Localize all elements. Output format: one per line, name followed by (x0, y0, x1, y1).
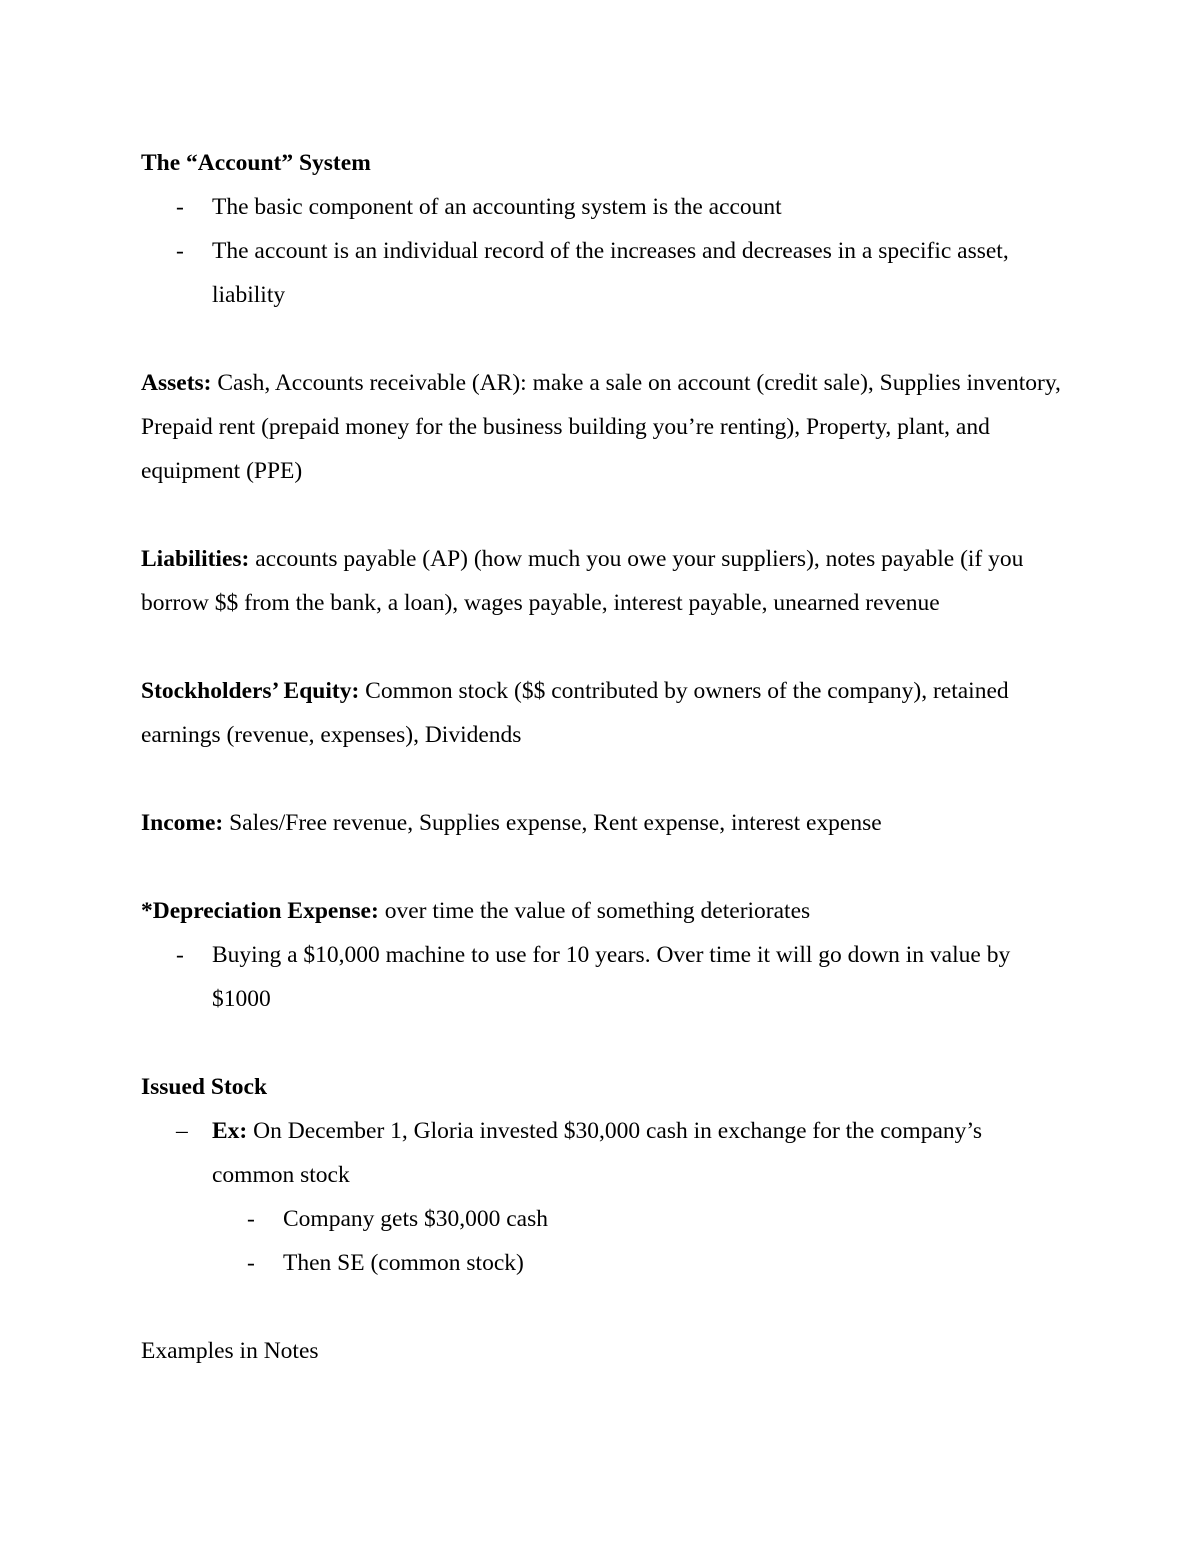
bullet-dash: - (176, 194, 184, 220)
income-paragraph (141, 801, 1061, 845)
depreciation-label: *Depreciation Expense: (141, 898, 379, 924)
issued-stock-section (141, 1065, 1061, 1285)
income-text: Sales/Free revenue, Supplies expense, Rent expense, interest expense (229, 810, 882, 836)
list-item (141, 229, 1061, 317)
list-item (141, 1109, 1061, 1197)
issued-stock-heading: Issued Stock (141, 1074, 268, 1100)
example-label: Ex: (212, 1118, 248, 1144)
bullet-dash: - (247, 1206, 255, 1232)
bullet-dash: - (247, 1250, 255, 1276)
income-label: Income: (141, 810, 224, 836)
sub-list-item (141, 1197, 1061, 1241)
assets-label: Assets: (141, 370, 212, 396)
liabilities-paragraph (141, 537, 1061, 625)
liabilities-label: Liabilities: (141, 546, 250, 572)
assets-paragraph (141, 361, 1061, 493)
list-item (141, 185, 1061, 229)
example-text: On December 1, Gloria invested $30,000 cash in exchange for the company’s common stock (212, 1118, 983, 1188)
bullet-dash: - (176, 942, 184, 968)
bullet-text: The basic component of an accounting system is the account (212, 194, 782, 220)
footer-note: Examples in Notes (141, 1338, 319, 1364)
equity-text: Common stock ($$ contributed by owners of the company), retained earnings (revenue, expenses), Dividends (141, 678, 1009, 748)
document-body (141, 141, 1061, 1373)
bullet-dash: - (176, 238, 184, 264)
account-system-heading: The “Account” System (141, 150, 371, 176)
depreciation-section (141, 889, 1061, 1021)
assets-text: Cash, Accounts receivable (AR): make a sale on account (credit sale), Supplies inventory, Prepaid rent (prepaid money for the business building you’re renting), Property, plant, and equipment (PPE) (141, 370, 1061, 484)
equity-label: Stockholders’ Equity: (141, 678, 360, 704)
list-item (141, 933, 1061, 1021)
equity-paragraph (141, 669, 1061, 757)
liabilities-text: accounts payable (AP) (how much you owe your suppliers), notes payable (if you borrow $$ from the bank, a loan), wages payable, interest payable, unearned revenue (141, 546, 1024, 616)
bullet-text: Then SE (common stock) (283, 1250, 524, 1276)
bullet-text: The account is an individual record of the increases and decreases in a specific asset, liability (212, 238, 1009, 308)
bullet-text: Company gets $30,000 cash (283, 1206, 548, 1232)
sub-list-item (141, 1241, 1061, 1285)
depreciation-text: over time the value of something deteriorates (384, 898, 811, 924)
bullet-dash: – (176, 1118, 188, 1144)
depreciation-paragraph (141, 889, 1061, 933)
bullet-text: Buying a $10,000 machine to use for 10 years. Over time it will go down in value by $1000 (212, 942, 1011, 1012)
account-system-section (141, 141, 1061, 317)
